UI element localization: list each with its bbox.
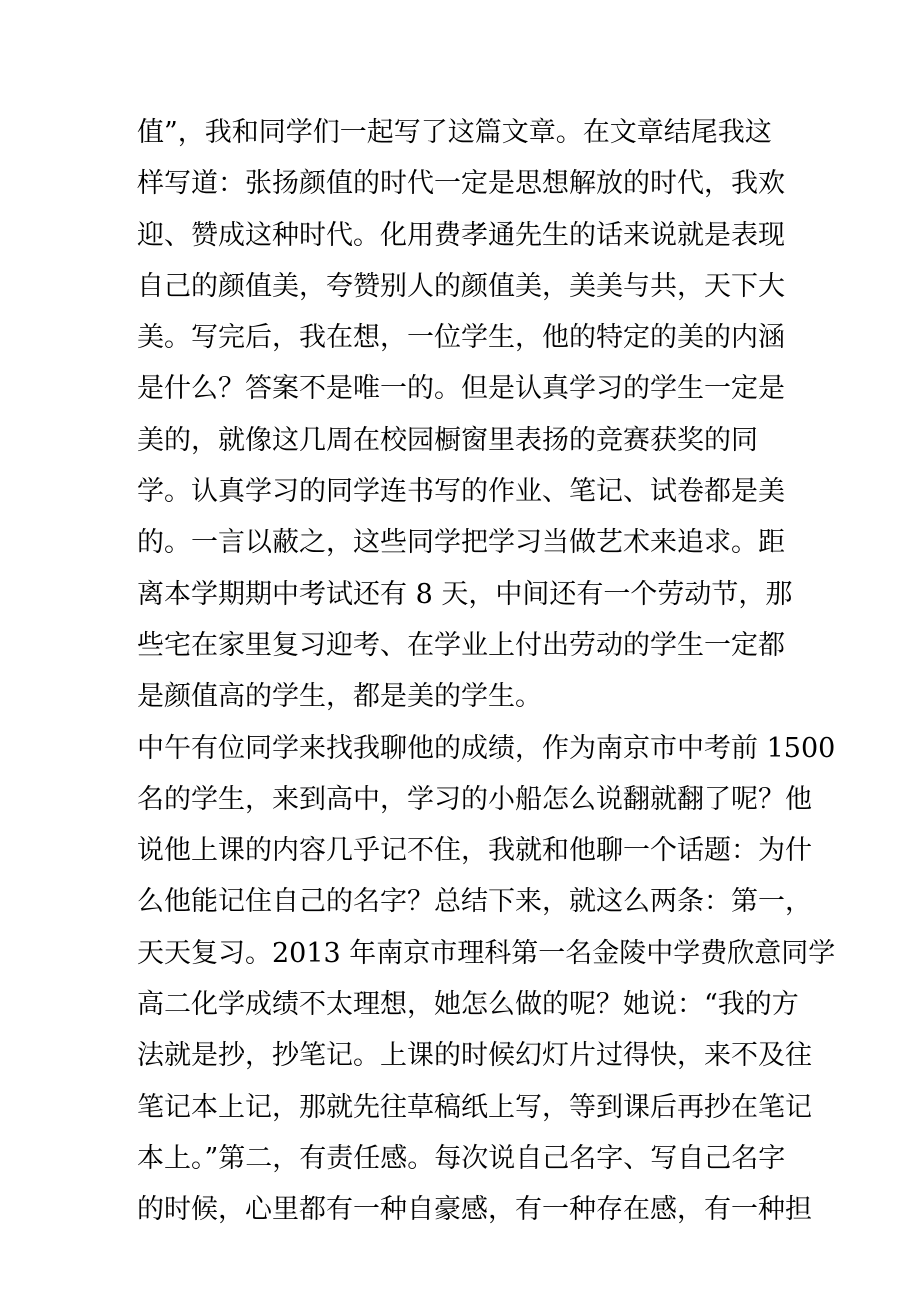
text-line: 样写道：张扬颜值的时代一定是思想解放的时代，我欢	[137, 168, 785, 200]
text-line: 美的，就像这几周在校园橱窗里表扬的竞赛获奖的同	[137, 424, 758, 456]
text-line: 名的学生，来到高中，学习的小船怎么说翻就翻了呢？他	[137, 783, 812, 815]
text-line: 本上。”第二，有责任感。每次说自己名字、写自己名字	[137, 1142, 786, 1174]
text-line: 么他能记住自己的名字？总结下来，就这么两条：第一，	[137, 886, 812, 918]
text-line: 些宅在家里复习迎考、在学业上付出劳动的学生一定都	[137, 629, 785, 661]
text-line: 笔记本上记，那就先往草稿纸上写，等到课后再抄在笔记	[137, 1091, 812, 1123]
text-line: 中午有位同学来找我聊他的成绩，作为南京市中考前 1500	[137, 732, 836, 764]
text-line: 值”，我和同学们一起写了这篇文章。在文章结尾我这	[137, 117, 772, 148]
body-text	[137, 107, 836, 1236]
text-line: 美。写完后，我在想，一位学生，他的特定的美的内涵	[137, 322, 785, 354]
text-line: 是颜值高的学生，都是美的学生。	[137, 681, 542, 713]
text-line: 迎、赞成这种时代。化用费孝通先生的话来说就是表现	[137, 219, 785, 251]
text-line: 高二化学成绩不太理想，她怎么做的呢？她说：“我的方	[137, 989, 799, 1021]
text-line: 离本学期期中考试还有 8 天，中间还有一个劳动节，那	[137, 578, 793, 610]
text-line: 说他上课的内容几乎记不住，我就和他聊一个话题：为什	[137, 835, 812, 867]
text-line: 是什么？答案不是唯一的。但是认真学习的学生一定是	[137, 373, 785, 405]
text-line: 的。一言以蔽之，这些同学把学习当做艺术来追求。距	[137, 527, 785, 559]
text-line: 天天复习。2013 年南京市理科第一名金陵中学费欣意同学	[137, 937, 836, 969]
text-line: 法就是抄，抄笔记。上课的时候幻灯片过得快，来不及往	[137, 1040, 812, 1072]
text-line: 学。认真学习的同学连书写的作业、笔记、试卷都是美	[137, 476, 785, 508]
text-line: 的时候，心里都有一种自豪感，有一种存在感，有一种担	[137, 1194, 812, 1226]
text-line: 自己的颜值美，夸赞别人的颜值美，美美与共，天下大	[137, 270, 785, 302]
